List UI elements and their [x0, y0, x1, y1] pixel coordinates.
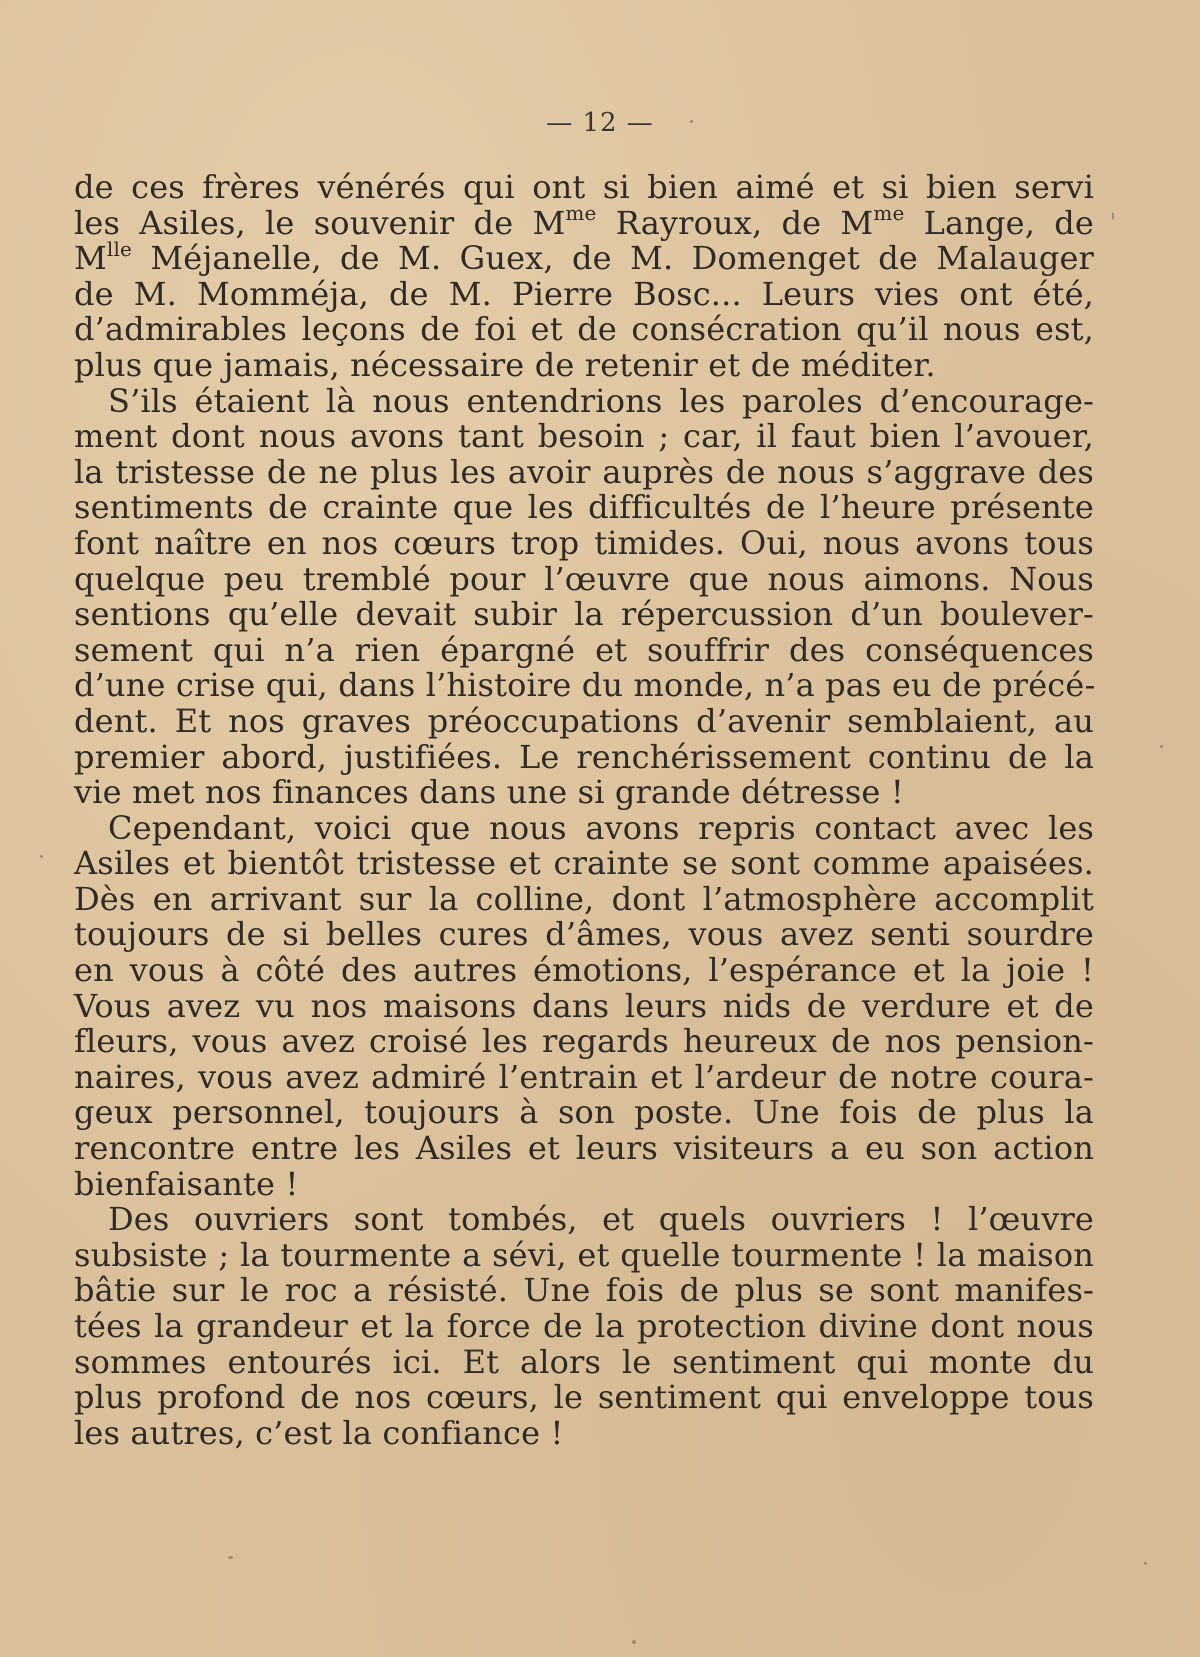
text-line: sentiments de crainte que les difficultés de l’heure présente [74, 488, 1094, 527]
text-line: quelque peu tremblé pour l’œuvre que nous aimons. Nous [74, 559, 1094, 598]
paper-speck [632, 1640, 636, 1644]
text-line: vie met nos finances dans une si grande détresse ! [74, 773, 904, 812]
text-line: fleurs, vous avez croisé les regards heureux de nos pension- [74, 1022, 1094, 1061]
text-line: Dès en arrivant sur la colline, dont l’atmosphère accomplit [74, 879, 1094, 918]
paragraph [74, 170, 1094, 384]
body-text [74, 170, 1094, 1451]
text-line: font naître en nos cœurs trop timides. Oui, nous avons tous [74, 523, 1094, 562]
text-line: plus profond de nos cœurs, le sentiment qui enveloppe tous [74, 1378, 1094, 1417]
text-line: en vous à côté des autres émotions, l’espérance et la joie ! [74, 951, 1094, 990]
text-line: les Asiles, le souvenir de $M^{me}$ Rayroux, de $M^{me}$ Lange, de [74, 200, 1095, 242]
paragraph [74, 808, 1094, 1203]
text-line: rencontre entre les Asiles et leurs visiteurs a eu son action [74, 1129, 1094, 1168]
text-line: $M^{lle}$ Méjanelle, de M. Guex, de M. Domenget de Malauger [74, 236, 1094, 278]
text-line: d’admirables leçons de foi et de consécration qu’il nous est, [74, 310, 1094, 349]
paper-speck [1112, 212, 1114, 220]
text-line: sentions qu’elle devait subir la répercussion d’un boulever- [74, 595, 1094, 634]
page-number: — 12 — [546, 108, 654, 138]
paper-speck [228, 1556, 233, 1559]
text-line: premier abord, justifiées. Le renchérissement continu de la [74, 737, 1094, 776]
text-line: sommes entourés ici. Et alors le sentiment qui monte du [74, 1342, 1094, 1381]
text-line: dent. Et nos graves préoccupations d’avenir semblaient, au [74, 701, 1094, 740]
text-line: ment dont nous avons tant besoin ; car, il faut bien l’avouer, [74, 417, 1094, 456]
text-line: geux personnel, toujours à son poste. Une fois de plus la [74, 1093, 1094, 1132]
text-line: bâtie sur le roc a résisté. Une fois de plus se sont manifes- [74, 1271, 1094, 1310]
text-line: d’une crise qui, dans l’histoire du monde, n’a pas eu de précé- [74, 666, 1096, 705]
text-line: sement qui n’a rien épargné et souffrir des conséquences [74, 630, 1094, 669]
text-line: tées la grandeur et la force de la protection divine dont nous [74, 1307, 1094, 1345]
text-line: Cependant, voici que nous avons repris contact avec les [108, 808, 1094, 847]
text-line: les autres, c’est la confiance ! [74, 1413, 564, 1452]
text-line: bienfaisante ! [74, 1164, 299, 1203]
paper-speck [1144, 1562, 1147, 1565]
text-line: Vous avez vu nos maisons dans leurs nids de verdure et de [74, 986, 1094, 1025]
text-line: subsiste ; la tourmente a sévi, et quelle tourmente ! la maison [74, 1235, 1094, 1274]
paragraph [74, 381, 1096, 812]
text-line: de M. Momméja, de M. Pierre Bosc... Leurs vies ont été, [74, 274, 1094, 313]
paper-speck [1160, 745, 1163, 748]
text-line: plus que jamais, nécessaire de retenir et de méditer. [74, 345, 936, 384]
paper-speck [40, 855, 43, 858]
text-line: Asiles et bientôt tristesse et crainte se sont comme apaisées. [74, 844, 1094, 883]
text-line: naires, vous avez admiré l’entrain et l’ardeur de notre coura- [74, 1057, 1094, 1096]
text-line: Des ouvriers sont tombés, et quels ouvriers ! l’œuvre [108, 1200, 1094, 1239]
text-line: de ces frères vénérés qui ont si bien aimé et si bien servi [74, 168, 1094, 206]
paragraph [74, 1202, 1094, 1451]
paper-speck [690, 120, 693, 123]
text-line: la tristesse de ne plus les avoir auprès de nous s’aggrave des [74, 452, 1094, 491]
text-line: S’ils étaient là nous entendrions les paroles d’encourage- [108, 381, 1094, 420]
text-line: toujours de si belles cures d’âmes, vous avez senti sourdre [74, 915, 1094, 954]
